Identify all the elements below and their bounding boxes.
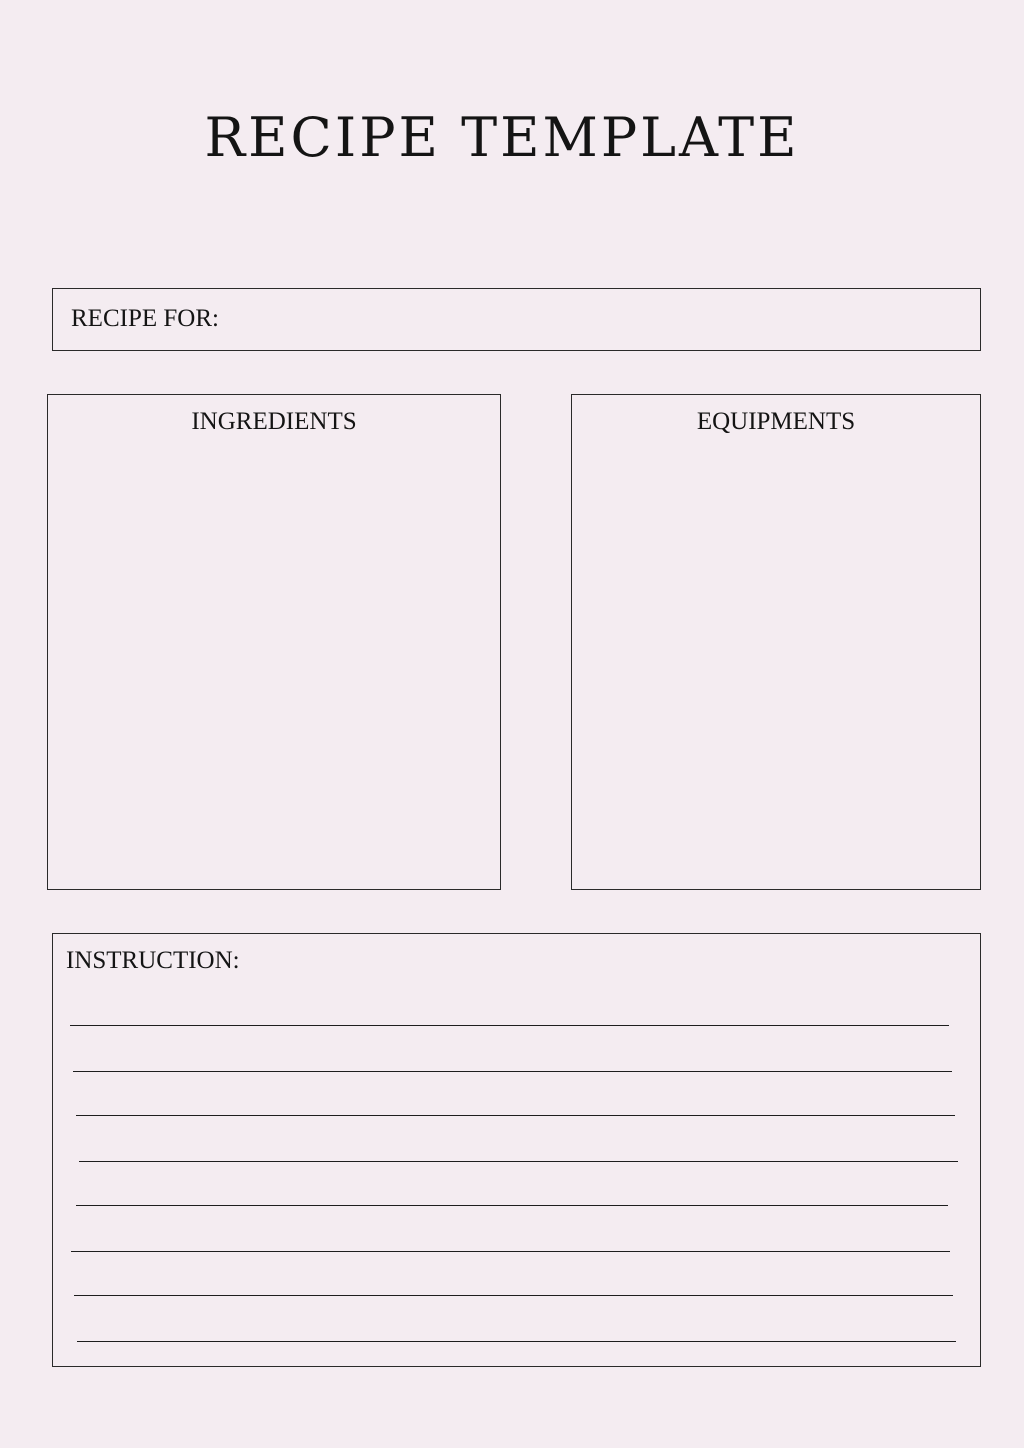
page-title: RECIPE TEMPLATE	[204, 106, 800, 169]
instruction-line[interactable]	[73, 1071, 952, 1072]
equipments-heading: EQUIPMENTS	[696, 408, 856, 435]
ingredients-box[interactable]	[47, 394, 501, 890]
instruction-label: INSTRUCTION:	[66, 947, 240, 974]
recipe-for-field[interactable]	[52, 288, 981, 351]
ingredients-heading: INGREDIENTS	[191, 408, 357, 435]
instruction-line[interactable]	[70, 1025, 949, 1026]
instruction-box[interactable]	[52, 933, 981, 1367]
instruction-line[interactable]	[77, 1341, 956, 1342]
recipe-for-label: RECIPE FOR:	[71, 305, 219, 332]
equipments-box[interactable]	[571, 394, 981, 890]
instruction-line[interactable]	[74, 1295, 953, 1296]
instruction-line[interactable]	[76, 1115, 955, 1116]
instruction-line[interactable]	[71, 1251, 950, 1252]
instruction-line[interactable]	[76, 1205, 948, 1206]
instruction-line[interactable]	[79, 1161, 958, 1162]
